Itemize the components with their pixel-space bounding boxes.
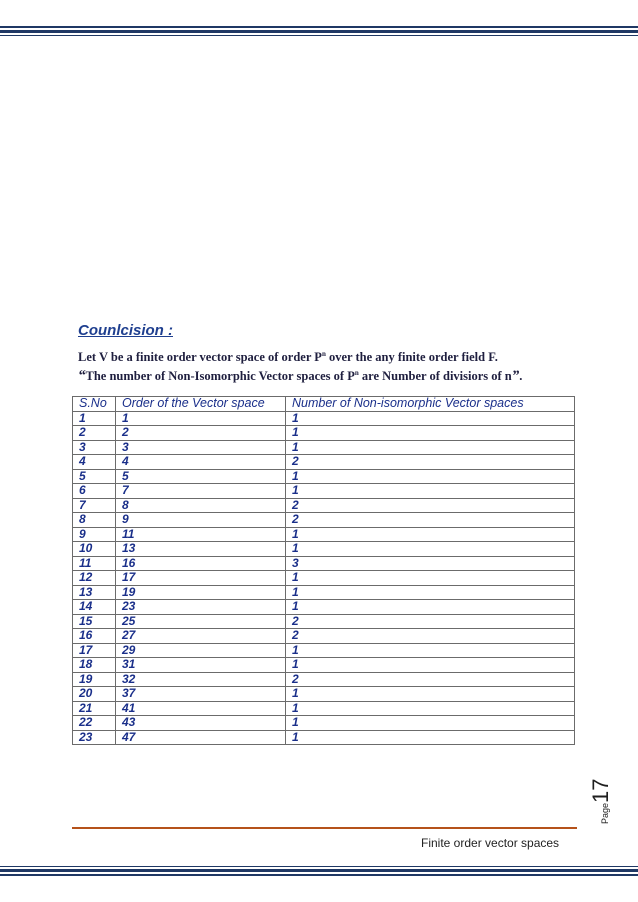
table-row xyxy=(73,716,575,731)
cell-sno: 10 xyxy=(73,542,116,557)
cell-count: 1 xyxy=(286,411,575,426)
cell-sno: 2 xyxy=(73,426,116,441)
cell-count: 2 xyxy=(286,614,575,629)
cell-order: 2 xyxy=(116,426,286,441)
cell-order: 7 xyxy=(116,484,286,499)
cell-sno: 1 xyxy=(73,411,116,426)
cell-sno: 14 xyxy=(73,600,116,615)
table-row xyxy=(73,658,575,673)
page-number-label xyxy=(588,778,614,824)
cell-order: 17 xyxy=(116,571,286,586)
cell-count: 1 xyxy=(286,600,575,615)
cell-order: 27 xyxy=(116,629,286,644)
top-decorative-rule xyxy=(0,26,638,36)
cell-count: 1 xyxy=(286,426,575,441)
table-header-row xyxy=(73,397,575,412)
table-row xyxy=(73,440,575,455)
column-header-sno: S.No xyxy=(73,397,116,412)
close-quote: ” xyxy=(511,368,520,384)
table-row xyxy=(73,614,575,629)
table-row xyxy=(73,643,575,658)
table-row xyxy=(73,411,575,426)
cell-count: 1 xyxy=(286,542,575,557)
conclusion-heading: Counlcision : xyxy=(78,322,173,339)
cell-order: 4 xyxy=(116,455,286,470)
cell-order: 9 xyxy=(116,513,286,528)
vector-space-table xyxy=(72,396,575,745)
cell-sno: 6 xyxy=(73,484,116,499)
statement-text-before: Let V be a finite order vector space of order P xyxy=(78,350,322,364)
cell-sno: 23 xyxy=(73,730,116,745)
table-row xyxy=(73,484,575,499)
cell-sno: 22 xyxy=(73,716,116,731)
cell-count: 1 xyxy=(286,585,575,600)
open-quote: “ xyxy=(78,368,86,384)
cell-sno: 5 xyxy=(73,469,116,484)
cell-count: 1 xyxy=(286,701,575,716)
cell-order: 19 xyxy=(116,585,286,600)
cell-sno: 15 xyxy=(73,614,116,629)
cell-count: 1 xyxy=(286,469,575,484)
cell-order: 41 xyxy=(116,701,286,716)
conclusion-quote xyxy=(78,368,522,385)
cell-count: 1 xyxy=(286,658,575,673)
footer-divider xyxy=(72,827,577,829)
conclusion-statement xyxy=(78,350,498,365)
bottom-decorative-rule xyxy=(0,866,638,876)
cell-count: 1 xyxy=(286,440,575,455)
cell-order: 37 xyxy=(116,687,286,702)
table-row xyxy=(73,455,575,470)
cell-count: 1 xyxy=(286,571,575,586)
cell-count: 2 xyxy=(286,629,575,644)
statement-superscript: n xyxy=(321,349,326,358)
cell-order: 13 xyxy=(116,542,286,557)
table-row xyxy=(73,498,575,513)
cell-sno: 13 xyxy=(73,585,116,600)
cell-sno: 16 xyxy=(73,629,116,644)
cell-order: 29 xyxy=(116,643,286,658)
cell-sno: 8 xyxy=(73,513,116,528)
cell-sno: 11 xyxy=(73,556,116,571)
table-row xyxy=(73,513,575,528)
table-row xyxy=(73,585,575,600)
table-row xyxy=(73,600,575,615)
quote-text-after: are Number of divisiors of n xyxy=(358,369,512,383)
cell-order: 31 xyxy=(116,658,286,673)
cell-sno: 7 xyxy=(73,498,116,513)
cell-sno: 4 xyxy=(73,455,116,470)
cell-sno: 20 xyxy=(73,687,116,702)
cell-order: 16 xyxy=(116,556,286,571)
cell-order: 47 xyxy=(116,730,286,745)
cell-order: 43 xyxy=(116,716,286,731)
table-row xyxy=(73,571,575,586)
statement-text-after: over the any finite order field F. xyxy=(325,350,498,364)
table-row xyxy=(73,542,575,557)
cell-sno: 21 xyxy=(73,701,116,716)
table-row xyxy=(73,527,575,542)
page-word: Page xyxy=(600,802,610,824)
cell-count: 2 xyxy=(286,672,575,687)
cell-sno: 17 xyxy=(73,643,116,658)
cell-sno: 12 xyxy=(73,571,116,586)
cell-order: 8 xyxy=(116,498,286,513)
cell-count: 1 xyxy=(286,527,575,542)
table-row xyxy=(73,556,575,571)
table-row xyxy=(73,469,575,484)
cell-count: 1 xyxy=(286,484,575,499)
cell-count: 1 xyxy=(286,730,575,745)
cell-order: 1 xyxy=(116,411,286,426)
cell-sno: 3 xyxy=(73,440,116,455)
footer-title: Finite order vector spaces xyxy=(421,836,560,850)
cell-sno: 18 xyxy=(73,658,116,673)
cell-count: 2 xyxy=(286,513,575,528)
table-row xyxy=(73,426,575,441)
quote-superscript: n xyxy=(354,368,359,377)
cell-order: 11 xyxy=(116,527,286,542)
table-row xyxy=(73,629,575,644)
page-number: 17 xyxy=(588,778,613,803)
table-body xyxy=(73,411,575,745)
column-header-order: Order of the Vector space xyxy=(116,397,286,412)
cell-count: 1 xyxy=(286,687,575,702)
cell-count: 1 xyxy=(286,716,575,731)
table-row xyxy=(73,672,575,687)
cell-sno: 19 xyxy=(73,672,116,687)
table-row xyxy=(73,687,575,702)
quote-text-before: The number of Non-Isomorphic Vector spaces of P xyxy=(85,369,355,383)
table-row xyxy=(73,730,575,745)
cell-order: 5 xyxy=(116,469,286,484)
cell-count: 2 xyxy=(286,455,575,470)
cell-order: 25 xyxy=(116,614,286,629)
cell-order: 3 xyxy=(116,440,286,455)
cell-order: 32 xyxy=(116,672,286,687)
quote-end: . xyxy=(519,369,523,383)
cell-count: 1 xyxy=(286,643,575,658)
cell-count: 3 xyxy=(286,556,575,571)
cell-count: 2 xyxy=(286,498,575,513)
cell-sno: 9 xyxy=(73,527,116,542)
table-row xyxy=(73,701,575,716)
column-header-count: Number of Non-isomorphic Vector spaces xyxy=(286,397,575,412)
cell-order: 23 xyxy=(116,600,286,615)
